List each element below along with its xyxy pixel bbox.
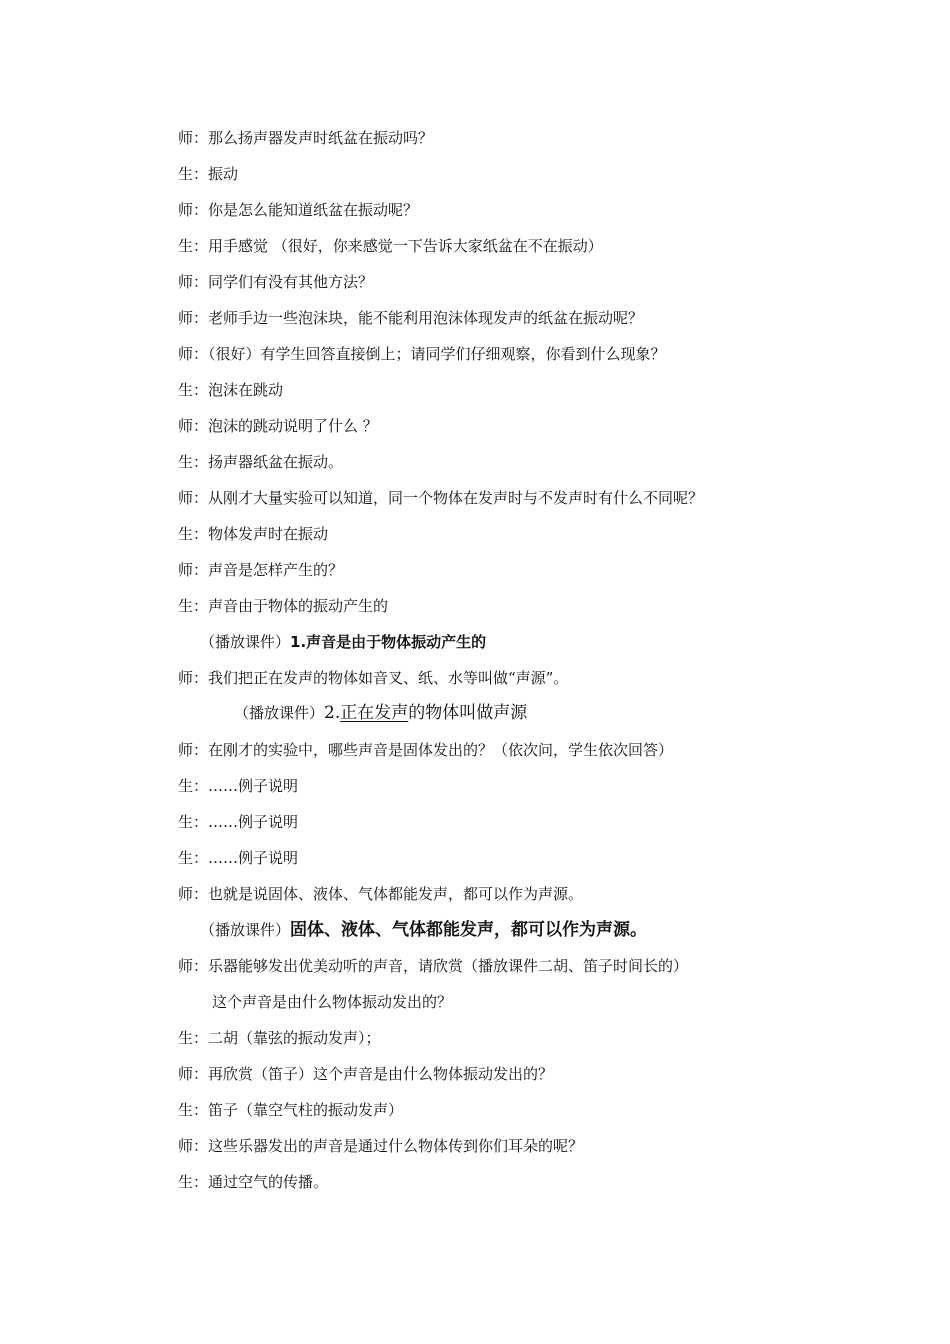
dialogue-line: 师：也就是说固体、液体、气体都能发声，都可以作为声源。 [178, 885, 584, 903]
dialogue-line: 师：那么扬声器发声时纸盆在振动吗？ [178, 129, 434, 147]
dialogue-line: 生：……例子说明 [178, 849, 299, 867]
dialogue-line: 师：在刚才的实验中，哪些声音是固体发出的？（依次问，学生依次回答） [178, 741, 674, 759]
courseware-note-2 [234, 703, 527, 723]
dialogue-line: 生：扬声器纸盆在振动。 [178, 453, 344, 471]
dialogue-line: 生：泡沫在跳动 [178, 381, 284, 399]
dialogue-line: 生：二胡（靠弦的振动发声）； [178, 1029, 381, 1047]
courseware-prefix: （播放课件） [200, 633, 291, 651]
dialogue-line: 这个声音是由什么物体振动发出的？ [212, 993, 453, 1011]
dialogue-line: 师：老师手边一些泡沫块，能不能利用泡沫体现发声的纸盆在振动呢？ [178, 309, 644, 327]
dialogue-line: 师：从刚才大量实验可以知道，同一个物体在发声时与不发声时有什么不同呢？ [178, 489, 704, 507]
dialogue-line: 师：乐器能够发出优美动听的声音，请欣赏（播放课件二胡、笛子时间长的） [178, 957, 689, 975]
courseware-text: 1.声音是由于物体振动产生的 [290, 633, 487, 651]
courseware-note-3 [200, 920, 647, 940]
dialogue-line: 师：再欣赏（笛子）这个声音是由什么物体振动发出的？ [178, 1065, 554, 1083]
dialogue-line: 师：泡沫的跳动说明了什么 ？ [178, 417, 378, 435]
dialogue-line: 师：这些乐器发出的声音是通过什么物体传到你们耳朵的呢？ [178, 1137, 584, 1155]
courseware-note-1 [200, 632, 486, 652]
dialogue-line: 师：我们把正在发声的物体如音叉、纸、水等叫做“声源”。 [178, 669, 569, 687]
dialogue-line: 生：笛子（靠空气柱的振动发声） [178, 1101, 404, 1119]
courseware-underlined-text: 正在发声 [340, 703, 409, 723]
dialogue-line: 生：……例子说明 [178, 777, 299, 795]
courseware-text: 固体、液体、气体都能发声，都可以作为声源。 [290, 920, 648, 940]
dialogue-line: 生：声音由于物体的振动产生的 [178, 597, 389, 615]
dialogue-line: 师：（很好）有学生回答直接倒上；请同学们仔细观察，你看到什么现象？ [178, 345, 666, 363]
courseware-number: 2. [324, 703, 341, 723]
dialogue-line: 生：通过空气的传播。 [178, 1173, 329, 1191]
dialogue-line: 师：声音是怎样产生的？ [178, 561, 344, 579]
courseware-prefix: （播放课件） [200, 921, 291, 939]
dialogue-line: 生：物体发声时在振动 [178, 525, 329, 543]
courseware-text: 的物体叫做声源 [408, 703, 528, 723]
dialogue-line: 师：同学们有没有其他方法？ [178, 273, 374, 291]
dialogue-line: 师：你是怎么能知道纸盆在振动呢？ [178, 201, 419, 219]
dialogue-line: 生：用手感觉 （很好，你来感觉一下告诉大家纸盆在不在振动） [178, 237, 603, 255]
dialogue-line: 生：振动 [178, 165, 239, 183]
dialogue-line: 生：……例子说明 [178, 813, 299, 831]
courseware-prefix: （播放课件） [234, 704, 325, 722]
